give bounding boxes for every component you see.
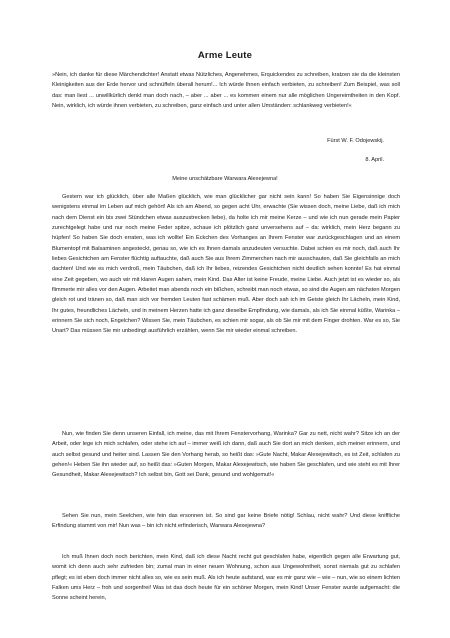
letter-date: 8. April. <box>365 157 384 163</box>
document-title: Arme Leute <box>197 50 253 61</box>
epigraph-attribution: Fürst W. F. Odojewskij. <box>327 138 384 144</box>
letter-salutation: Meine unschätzbare Warwara Alexejewna! <box>172 176 278 182</box>
body-paragraph: Ich muß Ihnen doch noch berichten, mein Kind, daß ich diese Nacht recht gut geschlafen habe, eigentlich gegen alle Erwartung gut, womit ich denn auch sehr zufrieden bin; zumal man in einer neuen Wohnung, schon aus Ungewohntheit, sonst niemals gut zu schlafen pflegt; es ist eben doch immer nicht alles so, wie es sein muß. Als ich heute aufstand, war es mir ganz wie – wie – nun, wie so einem lichten Falken ums Herz – froh und sorgenfrei! Was ist das doch heute für ein schöner Morgen, mein Kind! Unser Fenster wurde aufgemacht: die Sonne scheint herein, <box>52 554 400 602</box>
epigraph-quote: »Nein, ich danke für diese Märchendichter! Anstatt etwas Nützliches, Angenehmes, Erquickendes zu schreiben, kratzen sie da die kleinsten Kleinigkeiten aus der Erde hervor und schnüffeln überall herum!... Ich würde Ihnen einfach verbieten, zu schreiben! Zum Beispiel, was soll das: man liest ... unwillkürlich denkt man doch nach, – aber ... aber ... es kommen einem nur alle möglichen Ungereimtheiten in den Kopf. Nein, wirklich, ich würde ihnen verbieten, zu schreiben, ganz einfach und unter allen Umständen: schlankweg verbieten!« <box>52 72 400 109</box>
body-paragraph: Gestern war ich glücklich, über alle Maßen glücklich, wie man glücklicher gar nicht sein kann! So haben Sie Eigensinnige doch wenigstens einmal im Leben auf mich gehört! Als ich am Abend, so gegen acht Uhr, erwachte (Sie wissen doch, meine Liebe, daß ich mich nach dem Dienst ein bis zwei Stündchen etwas auszustrecken liebe), da holte ich mir meine Kerze – und wie ich nun gerade mein Papier zurechtgelegt habe und nur noch meine Feder spitze, schaue ich plötzlich ganz unversehens auf – da: wirklich, mein Herz begann zu hüpfen! So haben Sie doch erraten, was ich wollte! Ein Eckchen des Vorhanges an Ihrem Fenster war zurückgeschlagen und an einem Blumentopf mit Balsaminen angesteckt, genau so, wie ich es Ihnen damals anzudeuten versuchte. Dabei schien es mir noch, daß auch Ihr liebes Gesichtchen am Fenster flüchtig auftauchte, daß auch Sie aus Ihrem Zimmerchen nach mir ausschauten, daß Sie gleichfalls an mich dachten! Und wie es mich verdroß, mein Täubchen, daß ich Ihr liebes, reizendes Gesichtchen nicht deutlich sehen konnte! Es hat einmal eine Zeit gegeben, wo auch wir mit klaren Augen sahen, mein Kind. Das Alter ist keine Freude, meine Liebe. Auch jetzt ist es wieder so, als flimmerte mir alles vor den Augen. Arbeitet man abends noch ein bißchen, schreibt man noch etwas, so sind die Augen am nächsten Morgen gleich rot und tränen so, daß man sich vor fremden Leuten fast schämen muß. Aber doch sah ich im Geiste gleich Ihr Lächeln, mein Kind, Ihr gutes, freundliches Lächeln, und in meinem Herzen hatte ich ganz dieselbe Empfindung, wie damals, als ich Sie einmal küßte, Warinka – erinnern Sie sich noch, Engelchen? Wissen Sie, mein Täubchen, es schien mir sogar, als ob Sie mir mit dem Finger drohten. War es so, Sie Unart? Das müssen Sie mir unbedingt ausführlich erzählen, wenn Sie mir wieder einmal schreiben. <box>52 194 400 335</box>
body-paragraph: Sehen Sie nun, mein Seelchen, wie fein das ersonnen ist. So sind gar keine Briefe nötig! Schlau, nicht wahr? Und diese kniffliche Erfindung stammt von mir! Nun was – bin ich nicht erfinderisch, Warwara Alexejewna? <box>52 513 400 530</box>
body-paragraph: Nun, wie finden Sie denn unseren Einfall, ich meine, das mit Ihrem Fenstervorhang, Warinka? Gar zu nett, nicht wahr? Sitze ich an der Arbeit, oder lege ich mich schlafen, oder stehe ich auf – immer weiß ich dann, daß auch Sie dort an mich denken, sich meiner erinnern, und auch selbst gesund und heiter sind. Lassen Sie den Vorhang herab, so heißt das: »Gute Nacht, Makar Alexejewitsch, es ist Zeit, schlafen zu gehen!« Heben Sie ihn wieder auf, so heißt das: »Guten Morgen, Makar Alexejewitsch, wie haben Sie geschlafen, und wie steht es mit Ihrer Gesundheit, Makar Alexejewitsch? Ich selbst bin, Gott sei Dank, gesund und wohlgemut!« <box>52 431 400 479</box>
